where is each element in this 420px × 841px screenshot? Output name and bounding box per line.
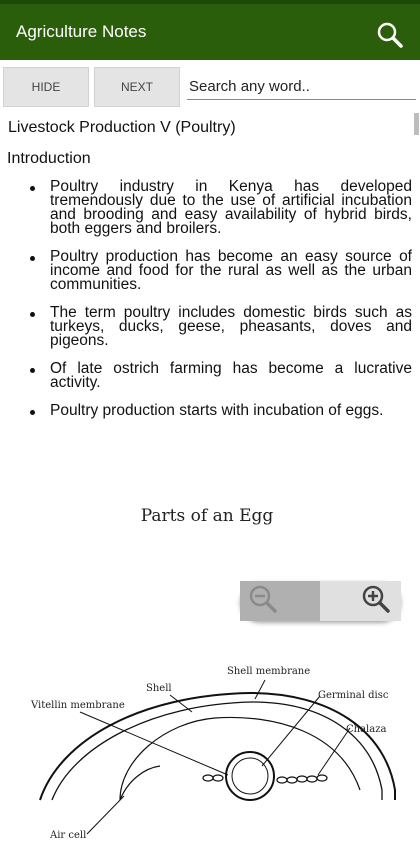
bullet-item: The term poultry includes domestic birds such as turkeys, ducks, geese, pheasants, doves and pigeons. [28, 306, 412, 348]
bullet-item: Poultry production has become an easy source of income and food for the rural as well as the urban communities. [28, 250, 412, 292]
diagram-title: Parts of an Egg [140, 506, 274, 526]
zoom-in-button[interactable] [320, 581, 401, 621]
bullet-item: Poultry industry in Kenya has developed tremendously due to the use of artificial incubation and brooding and easy availability of hybrid birds, both eggers and broilers. [28, 180, 412, 236]
diagram-label-shell-membrane: Shell membrane [227, 666, 311, 677]
zoom-in-icon [361, 584, 391, 619]
article-title: Livestock Production V (Poultry) [8, 119, 236, 136]
diagram-label-germinal-disc: Germinal disc [318, 690, 389, 701]
diagram-label-chalaza: Chalaza [346, 724, 387, 735]
app-bar [0, 4, 420, 60]
search-icon[interactable] [374, 20, 406, 52]
search-input[interactable] [187, 74, 416, 100]
bullet-list [28, 180, 412, 432]
diagram-label-air-cell: Air cell [50, 830, 87, 841]
hide-button[interactable]: HIDE [3, 67, 89, 107]
diagram-label-vitellin-membrane: Vitellin membrane [31, 700, 125, 711]
zoom-control [240, 581, 401, 621]
section-heading: Introduction [7, 150, 91, 167]
article-content [0, 110, 420, 841]
app-title: Agriculture Notes [16, 22, 147, 41]
toolbar [0, 60, 420, 110]
egg-diagram-drawing [0, 490, 420, 800]
egg-diagram [0, 490, 420, 841]
bullet-item: Of late ostrich farming has become a lucrative activity. [28, 362, 412, 390]
zoom-out-icon [248, 584, 278, 619]
next-button[interactable]: NEXT [94, 67, 180, 107]
bullet-item: Poultry production starts with incubation of eggs. [28, 404, 412, 418]
zoom-out-button[interactable] [240, 581, 320, 621]
diagram-label-shell: Shell [146, 683, 172, 694]
